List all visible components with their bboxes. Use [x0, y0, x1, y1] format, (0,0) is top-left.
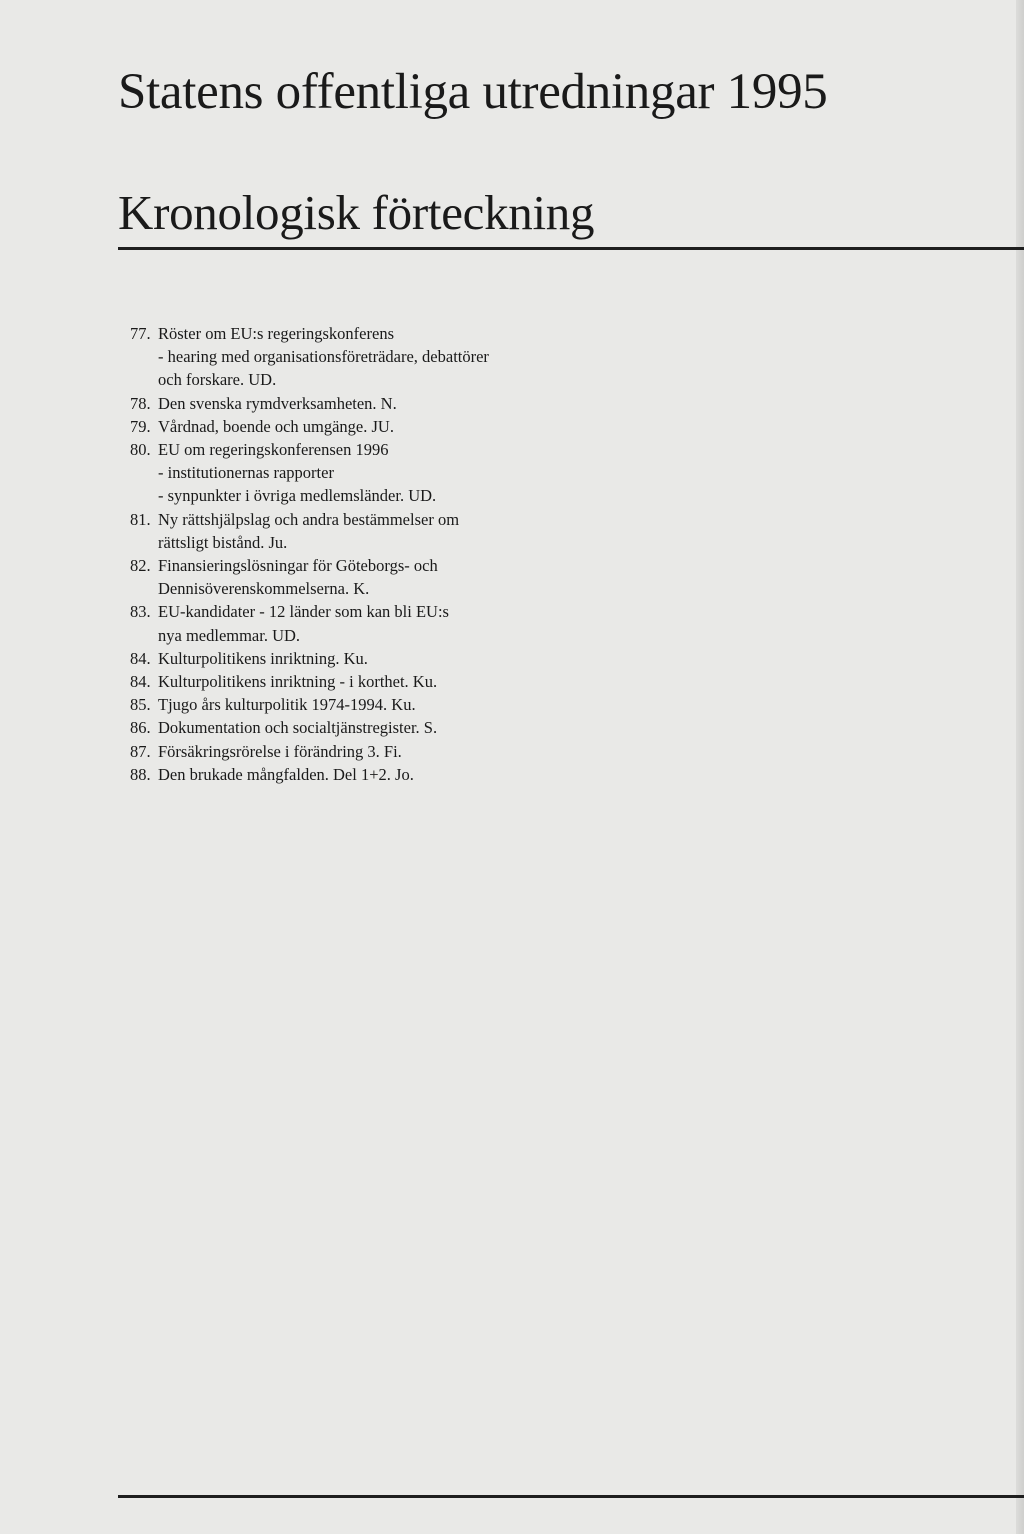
- entry-line: EU om regeringskonferensen 1996: [158, 440, 389, 460]
- entry-line: Tjugo års kulturpolitik 1974-1994. Ku.: [158, 695, 416, 715]
- entry-text: [158, 693, 590, 716]
- page-edge: [1016, 0, 1024, 1534]
- entry-line: och forskare. UD.: [158, 370, 277, 390]
- entry-text: [158, 322, 590, 392]
- entry-text: [158, 600, 590, 646]
- entry-text: [158, 415, 590, 438]
- entry-number: 77.: [130, 324, 151, 343]
- entry-number: 78.: [130, 393, 151, 413]
- entry-line: Finansieringslösningar för Göteborgs- och: [158, 556, 438, 576]
- entry-line: Den svenska rymdverksamheten. N.: [158, 393, 397, 413]
- entry-line: Vårdnad, boende och umgänge. JU.: [158, 416, 394, 436]
- list-item: [130, 554, 590, 600]
- entry-line: Dokumentation och socialtjänstregister. S.: [158, 718, 438, 738]
- entry-number: 84.: [130, 648, 151, 668]
- header-rule: [118, 247, 1024, 250]
- entry-text: [158, 554, 590, 600]
- entry-line: Röster om EU:s regeringskonferens: [158, 324, 394, 343]
- entry-number: 86.: [130, 718, 151, 738]
- entry-number: 84.: [130, 672, 151, 692]
- entry-text: [158, 392, 590, 415]
- entry-line: Kulturpolitikens inriktning. Ku.: [158, 648, 368, 668]
- entry-text: [158, 716, 590, 739]
- section-title: Kronologisk förteckning: [118, 185, 595, 240]
- list-item: [130, 392, 590, 415]
- entry-text: [158, 647, 590, 670]
- entry-line: Försäkringsrörelse i förändring 3. Fi.: [158, 741, 402, 761]
- list-item: [130, 647, 590, 670]
- entry-text: [158, 740, 590, 763]
- list-item: [130, 322, 590, 392]
- entry-line: Ny rättshjälpslag och andra bestämmelser om: [158, 509, 460, 529]
- footer-rule: [118, 1495, 1024, 1498]
- entry-number: 82.: [130, 556, 151, 576]
- entry-text: [158, 438, 590, 508]
- entry-number: 85.: [130, 695, 151, 715]
- entry-number: 83.: [130, 602, 151, 622]
- entry-number: 79.: [130, 416, 151, 436]
- entry-line: Dennisöverenskommelserna. K.: [158, 579, 370, 599]
- entry-number: 88.: [130, 764, 151, 784]
- list-item: [130, 740, 590, 763]
- entry-line: nya medlemmar. UD.: [158, 625, 301, 645]
- entry-line: Kulturpolitikens inriktning - i korthet. Ku.: [158, 672, 438, 692]
- entry-line: - hearing med organisationsföreträdare, debattörer: [158, 347, 489, 367]
- list-item: [130, 716, 590, 739]
- entry-text: [158, 508, 590, 554]
- list-item: [130, 415, 590, 438]
- entry-number: 80.: [130, 440, 151, 460]
- list-item: [130, 508, 590, 554]
- entry-line: - synpunkter i övriga medlemsländer. UD.: [158, 486, 437, 506]
- list-item: [130, 600, 590, 646]
- entry-line: EU-kandidater - 12 länder som kan bli EU:s: [158, 602, 449, 622]
- entry-list: [130, 322, 590, 786]
- list-item: [130, 670, 590, 693]
- list-item: [130, 693, 590, 716]
- entry-text: [158, 763, 590, 786]
- entry-line: Den brukade mångfalden. Del 1+2. Jo.: [158, 764, 414, 784]
- list-item: [130, 438, 590, 508]
- entry-number: 87.: [130, 741, 151, 761]
- entry-text: [158, 670, 590, 693]
- entry-line: - institutionernas rapporter: [158, 463, 334, 483]
- series-title: Statens offentliga utredningar 1995: [118, 64, 828, 120]
- entry-line: rättsligt bistånd. Ju.: [158, 532, 288, 552]
- entry-number: 81.: [130, 509, 151, 529]
- list-item: [130, 763, 590, 786]
